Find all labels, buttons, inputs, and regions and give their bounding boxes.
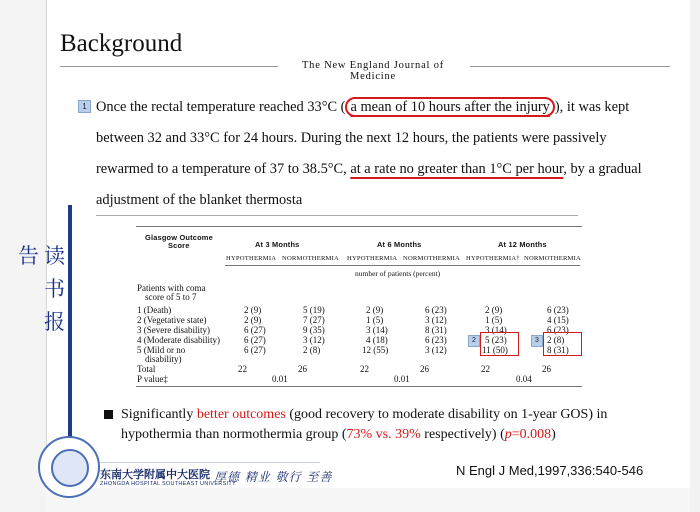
cell: 8 (31) xyxy=(425,325,447,335)
pvalue-label: P value‡ xyxy=(137,374,168,384)
row-label: 5 (Mild or no xyxy=(137,345,186,355)
paragraph-marker: 1 xyxy=(78,100,91,113)
sub-header-3m-hypo: HYPOTHERMIA xyxy=(226,255,277,262)
side-char-4: 报 xyxy=(44,310,65,334)
cell: 3 (12) xyxy=(303,335,325,345)
hospital-logo-icon xyxy=(38,436,100,498)
cell: 6 (27) xyxy=(244,345,266,355)
units-note: number of patients (percent) xyxy=(355,269,441,278)
row-label: 1 (Death) xyxy=(137,305,172,315)
sub-header-6m-hypo: HYPOTHERMIA xyxy=(347,255,398,262)
cell: 6 (23) xyxy=(547,325,569,335)
excerpt-divider xyxy=(96,215,578,216)
side-char-3: 书 xyxy=(44,277,65,301)
subheader-rule xyxy=(225,265,580,266)
concl-percentages: 73% vs. 39% xyxy=(346,427,421,442)
excerpt-paragraph xyxy=(96,92,646,216)
footer-rule xyxy=(100,462,320,463)
para-text-3: ), it was kept between 32 and 33°C for 24 hours. During the next 12 hours, the patients were passively rewarmed to a temperature of 37 to 38.5°C, xyxy=(96,99,630,177)
cell: 11 (50) xyxy=(482,345,508,355)
table-bottom-rule xyxy=(136,386,582,387)
cell: 2 (8) xyxy=(303,345,321,355)
slide-title: Background xyxy=(60,30,183,57)
gos-header-line2: Score xyxy=(168,241,190,250)
highlight-box-12m-hypothermia xyxy=(480,332,519,356)
concl-t3: (good recovery to moderate disability on 1-year GOS) in hypothermia than normothermia group ( xyxy=(121,407,608,442)
total-cell: 26 xyxy=(420,364,429,374)
group-header-6m: At 6 Months xyxy=(377,240,422,249)
para-text-5: , by a gradual adjustment of the blanket thermosta xyxy=(96,161,642,208)
cell: 5 (19) xyxy=(303,305,325,315)
journal-rule-left xyxy=(60,66,278,67)
journal-name: The New England Journal of Medicine xyxy=(301,60,445,82)
conclusion-bullet xyxy=(104,410,113,419)
right-frame xyxy=(690,0,700,512)
concl-t5: respectively) ( xyxy=(420,427,505,442)
section-label-line1: Patients with coma xyxy=(137,283,206,293)
cell: 1 (5) xyxy=(485,315,503,325)
cell: 4 (15) xyxy=(547,315,569,325)
conclusion-text xyxy=(121,405,641,445)
highlight-box-12m-normothermia xyxy=(543,332,582,356)
para-highlight-mean-time: a mean of 10 hours after the injury xyxy=(345,97,554,117)
pvalue-6m: 0.01 xyxy=(394,374,410,384)
hospital-name-en: ZHONGDA HOSPITAL SOUTHEAST UNIVERSITY xyxy=(100,481,236,487)
callout-badge-3: 3 xyxy=(531,335,543,347)
callout-badge-2: 2 xyxy=(468,335,480,347)
concl-better-outcomes: better outcomes xyxy=(196,407,286,422)
cell: 6 (23) xyxy=(547,305,569,315)
cell: 6 (23) xyxy=(425,335,447,345)
cell: 2 (9) xyxy=(366,305,384,315)
total-cell: 22 xyxy=(238,364,247,374)
row-label: 2 (Vegetative state) xyxy=(137,315,207,325)
cell: 5 (23) xyxy=(485,335,507,345)
sub-header-12m-hypo: HYPOTHERMIA† xyxy=(466,255,520,262)
hospital-motto: 厚德 精业 敬行 至善 xyxy=(214,470,333,484)
cell: 2 (9) xyxy=(485,305,503,315)
total-cell: 26 xyxy=(298,364,307,374)
citation: N Engl J Med,1997,336:540-546 xyxy=(456,463,644,478)
total-cell: 22 xyxy=(481,364,490,374)
cell: 6 (27) xyxy=(244,325,266,335)
cell: 3 (12) xyxy=(425,345,447,355)
para-text-1: Once the rectal temperature reached 33°C ( xyxy=(96,99,346,115)
side-char-2: 读 xyxy=(44,244,65,268)
side-char-1: 告 xyxy=(18,244,39,268)
para-highlight-rate: at a rate no greater than 1°C per hour xyxy=(350,161,564,177)
concl-t8: ) xyxy=(551,427,556,442)
pvalue-3m: 0.01 xyxy=(272,374,288,384)
group-header-3m: At 3 Months xyxy=(255,240,300,249)
logo-center xyxy=(51,449,89,487)
cell: 3 (12) xyxy=(425,315,447,325)
side-accent-bar xyxy=(68,205,72,445)
cell: 7 (27) xyxy=(303,315,325,325)
sub-header-12m-normo: NORMOTHERMIA xyxy=(524,255,581,262)
hospital-name-cn: 东南大学附属中大医院 xyxy=(100,468,210,481)
cell: 12 (55) xyxy=(362,345,389,355)
table-top-rule xyxy=(136,226,582,227)
group-header-12m: At 12 Months xyxy=(498,240,547,249)
sub-header-6m-normo: NORMOTHERMIA xyxy=(403,255,460,262)
concl-p-symbol: p xyxy=(504,427,512,442)
cell: 2 (8) xyxy=(547,335,565,345)
sub-header-3m-normo: NORMOTHERMIA xyxy=(282,255,339,262)
row-label-cont: disability) xyxy=(145,354,182,364)
concl-p-value: =0.008 xyxy=(511,427,552,442)
total-cell: 26 xyxy=(542,364,551,374)
cell: 9 (35) xyxy=(303,325,325,335)
cell: 6 (23) xyxy=(425,305,447,315)
cell: 6 (27) xyxy=(244,335,266,345)
cell: 2 (9) xyxy=(244,305,262,315)
cell: 8 (31) xyxy=(547,345,569,355)
total-cell: 22 xyxy=(360,364,369,374)
cell: 3 (14) xyxy=(485,325,507,335)
cell: 2 (9) xyxy=(244,315,262,325)
total-label: Total xyxy=(137,364,156,374)
pvalue-12m: 0.04 xyxy=(516,374,532,384)
cell: 1 (5) xyxy=(366,315,384,325)
section-label-line2: score of 5 to 7 xyxy=(145,292,197,302)
cell: 4 (18) xyxy=(366,335,388,345)
row-label: 4 (Moderate disability) xyxy=(137,335,220,345)
gos-header-line1: Glasgow Outcome xyxy=(145,233,213,242)
cell: 3 (14) xyxy=(366,325,388,335)
bottom-strip xyxy=(46,488,690,512)
row-label: 3 (Severe disability) xyxy=(137,325,210,335)
concl-t1: Significantly xyxy=(121,407,197,422)
journal-rule-right xyxy=(470,66,670,67)
